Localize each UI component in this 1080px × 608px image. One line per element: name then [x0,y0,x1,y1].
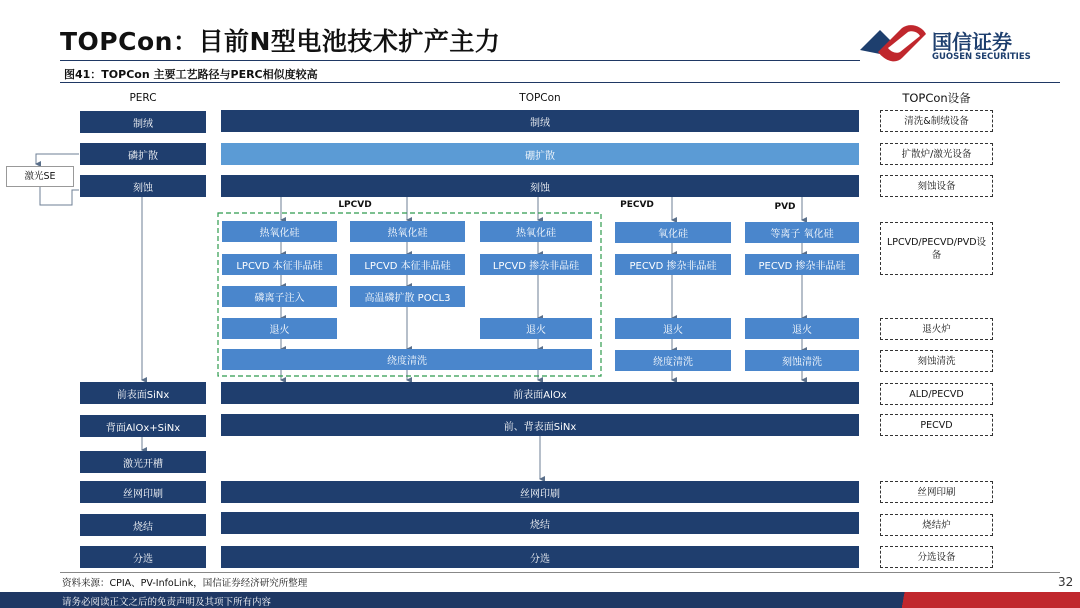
page-number: 32 [1058,575,1074,589]
route1-step: 热氧化硅 [222,221,337,242]
equipment-item: 刻蚀清洗 [880,350,993,372]
route4-step: PECVD 掺杂非晶硅 [615,254,731,275]
perc-step: 丝网印刷 [80,481,206,503]
topcon-step-front-back-sinx: 前、背表面SiNx [221,414,859,436]
guosen-logo-icon [858,22,928,64]
column-header-equipment: TOPCon设备 [902,91,971,105]
route4-step: 退火 [615,318,731,339]
route1-step: 磷离子注入 [222,286,337,307]
column-header-topcon: TOPCon [519,92,561,104]
topcon-step-etching: 刻蚀 [221,175,859,197]
route3-step: 退火 [480,318,592,339]
perc-step: 前表面SiNx [80,382,206,404]
route2-step: 热氧化硅 [350,221,465,242]
equipment-item: 刻蚀设备 [880,175,993,197]
route5-step: 等离子 氧化硅 [745,222,859,243]
equipment-item: 扩散炉/激光设备 [880,143,993,165]
logo-subtext: GUOSEN SECURITIES [932,52,1031,62]
title-divider [60,60,860,61]
equipment-item: 清洗&制绒设备 [880,110,993,132]
topcon-step-front-alox: 前表面AlOx [221,382,859,404]
route-label-pecvd: PECVD [620,200,654,210]
equipment-item: 丝网印刷 [880,481,993,503]
equipment-item: 烧结炉 [880,514,993,536]
equipment-item: 分选设备 [880,546,993,568]
topcon-step-texturing: 制绒 [221,110,859,132]
disclaimer: 请务必阅读正文之后的免责声明及其项下所有内容 [62,597,272,608]
route5-step: 退火 [745,318,859,339]
equipment-item: ALD/PECVD [880,383,993,405]
topcon-step-sorting: 分选 [221,546,859,568]
footer-accent [860,592,1080,608]
figure-divider [60,82,1060,83]
perc-step: 磷扩散 [80,143,206,165]
source-divider [60,572,1060,573]
route5-step: 刻蚀清洗 [745,350,859,371]
perc-step: 烧结 [80,514,206,536]
equipment-item: LPCVD/PECVD/PVD设备 [880,222,993,275]
perc-step: 激光开槽 [80,451,206,473]
equipment-item: 退火炉 [880,318,993,340]
route4-step: 氧化硅 [615,222,731,243]
route-label-lpcvd: LPCVD [338,200,372,210]
perc-step: 制绒 [80,111,206,133]
route2-step: 高温磷扩散 POCL3 [350,286,465,307]
route-label-pvd: PVD [774,202,796,212]
perc-step: 背面AlOx+SiNx [80,415,206,437]
route3-step: LPCVD 掺杂非晶硅 [480,254,592,275]
topcon-step-boron-diffusion: 硼扩散 [221,143,859,165]
laser-se-note: 激光SE [6,166,74,187]
logo-text: 国信证券 [932,30,1012,54]
route4-step: 绕度清洗 [615,350,731,371]
page-title: TOPCon：目前N型电池技术扩产主力 [60,27,501,56]
route5-step: PECVD 掺杂非晶硅 [745,254,859,275]
route1-step: LPCVD 本征非晶硅 [222,254,337,275]
route3-step: 热氧化硅 [480,221,592,242]
equipment-item: PECVD [880,414,993,436]
route1-step: 退火 [222,318,337,339]
lpcvd-clean-step: 绕度清洗 [222,349,592,370]
topcon-step-sintering: 烧结 [221,512,859,534]
route2-step: LPCVD 本征非晶硅 [350,254,465,275]
perc-step: 刻蚀 [80,175,206,197]
perc-step: 分选 [80,546,206,568]
topcon-step-screen-printing: 丝网印刷 [221,481,859,503]
column-header-perc: PERC [129,92,157,104]
source-note: 资料来源：CPIA、PV-InfoLink，国信证券经济研究所整理 [62,578,308,589]
figure-label: 图41：TOPCon 主要工艺路径与PERC相似度较高 [64,68,318,81]
